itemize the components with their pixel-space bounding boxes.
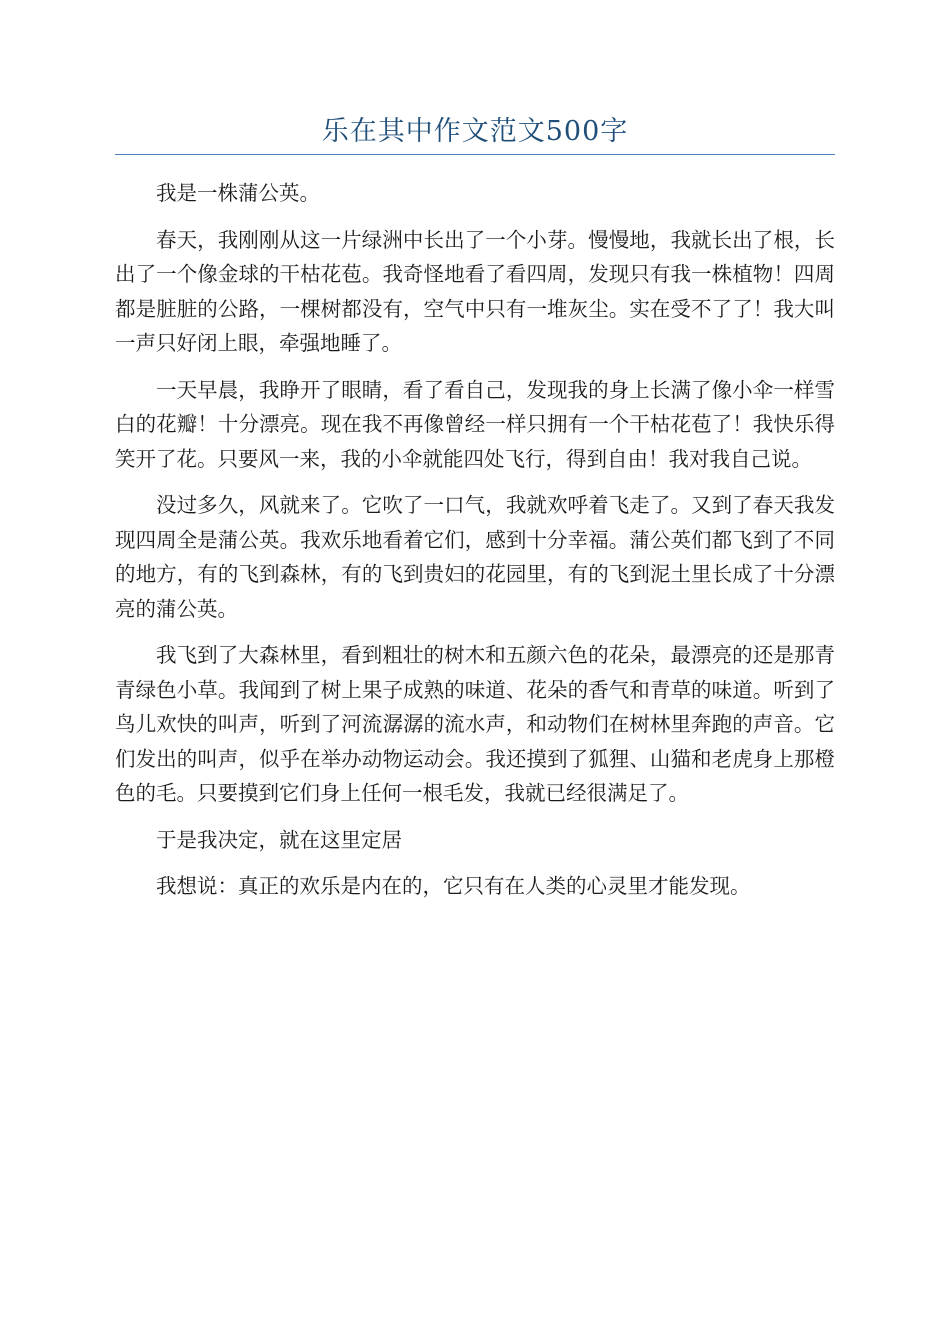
paragraph-7: 我想说：真正的欢乐是内在的，它只有在人类的心灵里才能发现。 bbox=[156, 874, 751, 898]
paragraph-1: 我是一株蒲公英。 bbox=[156, 181, 320, 205]
paragraph-4: 没过多久，风就来了。它吹了一口气，我就欢呼着飞走了。又到了春天我发现四周全是蒲公英。我欢乐地看着它们，感到十分幸福。蒲公英们都飞到了不同的地方，有的飞到森林，有的飞到贵妇的花园里，有的飞到泥土里长成了十分漂亮的蒲公英。 bbox=[115, 493, 835, 621]
paragraph-3: 一天早晨，我睁开了眼睛，看了看自己，发现我的身上长满了像小伞一样雪白的花瓣！十分漂亮。现在我不再像曾经一样只拥有一个干枯花苞了！我快乐得笑开了花。只要风一来，我的小伞就能四处飞行，得到自由！我对我自己说。 bbox=[115, 377, 835, 471]
title-underline bbox=[115, 154, 835, 155]
page-title: 乐在其中作文范文500字 bbox=[321, 116, 629, 147]
paragraph-2: 春天，我刚刚从这一片绿洲中长出了一个小芽。慢慢地，我就长出了根，长出了一个像金球的干枯花苞。我奇怪地看了看四周，发现只有我一株植物！四周都是脏脏的公路，一棵树都没有，空气中只有一堆灰尘。实在受不了了！我大叫一声只好闭上眼，牵强地睡了。 bbox=[115, 227, 835, 355]
article-body bbox=[115, 176, 835, 916]
paragraph-5: 我飞到了大森林里，看到粗壮的树木和五颜六色的花朵，最漂亮的还是那青青绿色小草。我闻到了树上果子成熟的味道、花朵的香气和青草的味道。听到了鸟儿欢快的叫声，听到了河流潺潺的流水声，和动物们在树林里奔跑的声音。它们发出的叫声，似乎在举办动物运动会。我还摸到了狐狸、山猫和老虎身上那橙色的毛。只要摸到它们身上任何一根毛发，我就已经很满足了。 bbox=[115, 643, 835, 805]
paragraph-6: 于是我决定，就在这里定居 bbox=[156, 827, 402, 852]
